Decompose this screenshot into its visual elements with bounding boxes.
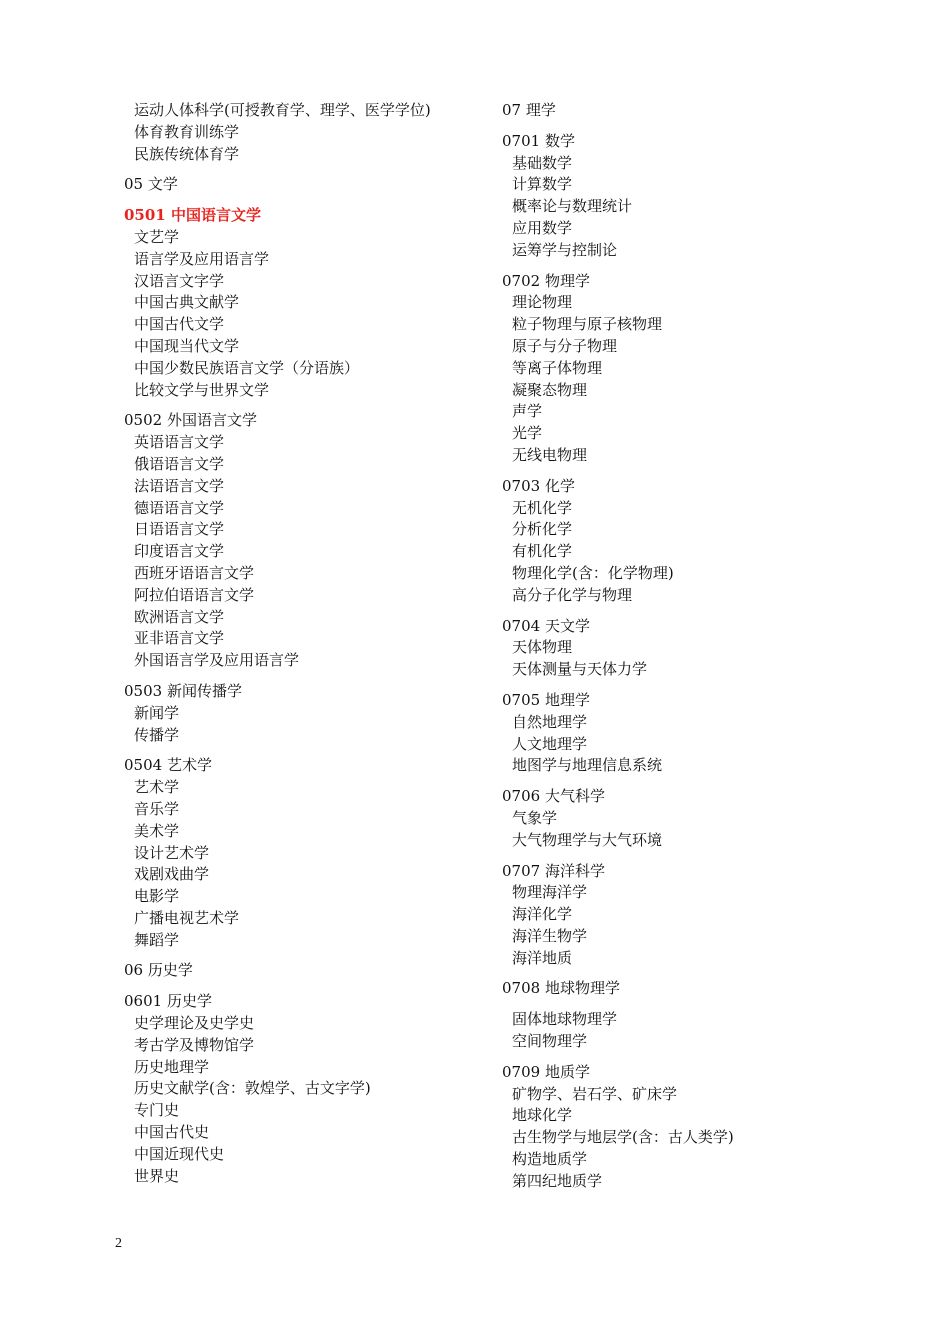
discipline-group [124,174,464,196]
discipline-heading: 0706 大气科学 [502,787,605,806]
discipline-item: 物理化学(含：化学物理) [512,563,674,582]
discipline-item: 亚非语言文学 [134,629,225,648]
discipline-heading: 0705 地理学 [502,690,590,709]
discipline-item: 中国近现代史 [134,1144,225,1163]
discipline-item: 英语语言文学 [134,433,225,452]
discipline-group [502,131,832,262]
discipline-item: 印度语言文学 [134,542,225,561]
discipline-heading: 0703 化学 [502,476,575,495]
discipline-group [502,786,832,851]
discipline-group [124,100,464,165]
discipline-item: 德语语言文学 [134,498,225,517]
page-number: 2 [115,1236,122,1251]
discipline-item: 固体地球物理学 [512,1010,618,1029]
discipline-item: 语言学及应用语言学 [134,249,270,268]
discipline-item: 广播电视艺术学 [134,908,240,927]
discipline-item: 欧洲语言文学 [134,607,225,626]
discipline-item: 中国古典文献学 [134,293,240,312]
discipline-heading: 0502 外国语言文学 [124,411,257,430]
discipline-group [502,616,832,681]
discipline-item: 基础数学 [512,153,573,172]
left-column [124,100,464,1196]
discipline-item: 文艺学 [134,227,180,246]
discipline-item: 中国古代文学 [134,315,225,334]
discipline-item: 音乐学 [134,799,180,818]
discipline-group [502,1009,832,1053]
discipline-item: 古生物学与地层学(含：古人类学) [512,1128,734,1147]
discipline-group [124,681,464,746]
discipline-item: 粒子物理与原子核物理 [512,315,663,334]
discipline-heading: 05 文学 [124,175,178,194]
discipline-item: 美术学 [134,821,180,840]
discipline-item: 中国少数民族语言文学（分语族） [134,358,360,377]
discipline-item: 阿拉伯语语言文学 [134,585,255,604]
discipline-item: 等离子体物理 [512,358,603,377]
discipline-group [124,755,464,951]
discipline-item: 原子与分子物理 [512,336,618,355]
discipline-item: 空间物理学 [512,1032,588,1051]
discipline-item: 分析化学 [512,520,573,539]
discipline-group [124,960,464,982]
discipline-item: 历史地理学 [134,1057,210,1076]
discipline-item: 第四纪地质学 [512,1171,603,1190]
discipline-heading: 0504 艺术学 [124,756,212,775]
discipline-item: 比较文学与世界文学 [134,380,270,399]
discipline-item: 海洋化学 [512,905,573,924]
discipline-group [124,205,464,401]
discipline-heading: 06 历史学 [124,961,193,980]
discipline-item: 传播学 [134,725,180,744]
discipline-item: 物理海洋学 [512,883,588,902]
discipline-item: 体育教育训练学 [134,122,240,141]
discipline-heading: 0709 地质学 [502,1062,590,1081]
discipline-group [502,271,832,467]
discipline-item: 气象学 [512,808,558,827]
discipline-group [502,1062,832,1193]
right-column [502,100,832,1202]
discipline-item: 戏剧戏曲学 [134,865,210,884]
discipline-item: 世界史 [134,1166,180,1185]
discipline-item: 地球化学 [512,1106,573,1125]
discipline-item: 矿物学、岩石学、矿床学 [512,1084,678,1103]
discipline-item: 无机化学 [512,498,573,517]
discipline-item: 民族传统体育学 [134,144,240,163]
discipline-item: 无线电物理 [512,445,588,464]
discipline-heading: 0701 数学 [502,131,575,150]
discipline-item: 日语语言文学 [134,520,225,539]
discipline-heading: 0702 物理学 [502,271,590,290]
discipline-heading: 0708 地球物理学 [502,979,620,998]
discipline-item: 俄语语言文学 [134,454,225,473]
discipline-item: 外国语言学及应用语言学 [134,651,300,670]
discipline-item: 运动人体科学(可授教育学、理学、医学学位) [134,101,431,119]
discipline-item: 运筹学与控制论 [512,240,618,259]
discipline-group [502,978,832,1000]
discipline-heading: 0707 海洋科学 [502,861,605,880]
discipline-group [502,100,832,122]
discipline-item: 舞蹈学 [134,930,180,949]
discipline-group [124,410,464,672]
discipline-item: 艺术学 [134,778,180,797]
discipline-item: 自然地理学 [512,712,588,731]
discipline-item: 史学理论及史学史 [134,1014,255,1033]
discipline-item: 西班牙语语言文学 [134,563,255,582]
discipline-item: 高分子化学与物理 [512,585,633,604]
discipline-item: 电影学 [134,887,180,906]
discipline-item: 海洋生物学 [512,926,588,945]
discipline-heading: 0601 历史学 [124,992,212,1011]
discipline-item: 声学 [512,402,543,421]
discipline-item: 法语语言文学 [134,476,225,495]
discipline-group [502,476,832,607]
discipline-item: 应用数学 [512,218,573,237]
discipline-item: 专门史 [134,1101,180,1120]
discipline-item: 理论物理 [512,293,573,312]
discipline-item: 大气物理学与大气环境 [512,830,663,849]
discipline-group [502,861,832,970]
discipline-item: 地图学与地理信息系统 [512,756,663,775]
discipline-item: 历史文献学(含：敦煌学、古文字学) [134,1079,371,1098]
discipline-item: 天体物理 [512,638,573,657]
discipline-item: 计算数学 [512,175,573,194]
discipline-item: 汉语言文字学 [134,271,225,290]
discipline-item: 新闻学 [134,703,180,722]
discipline-item: 设计艺术学 [134,843,210,862]
discipline-item: 中国现当代文学 [134,336,240,355]
discipline-group [502,690,832,777]
discipline-item: 中国古代史 [134,1123,210,1142]
discipline-item: 构造地质学 [512,1150,588,1169]
discipline-group [124,991,464,1187]
discipline-heading: 0501 中国语言文学 [124,206,261,225]
discipline-item: 凝聚态物理 [512,380,588,399]
discipline-item: 有机化学 [512,542,573,561]
discipline-item: 考古学及博物馆学 [134,1035,255,1054]
discipline-item: 天体测量与天体力学 [512,660,648,679]
discipline-heading: 0503 新闻传播学 [124,681,242,700]
discipline-item: 人文地理学 [512,734,588,753]
discipline-item: 海洋地质 [512,948,573,967]
discipline-item: 概率论与数理统计 [512,197,633,216]
discipline-heading: 07 理学 [502,101,556,119]
discipline-item: 光学 [512,424,543,443]
discipline-heading: 0704 天文学 [502,616,590,635]
